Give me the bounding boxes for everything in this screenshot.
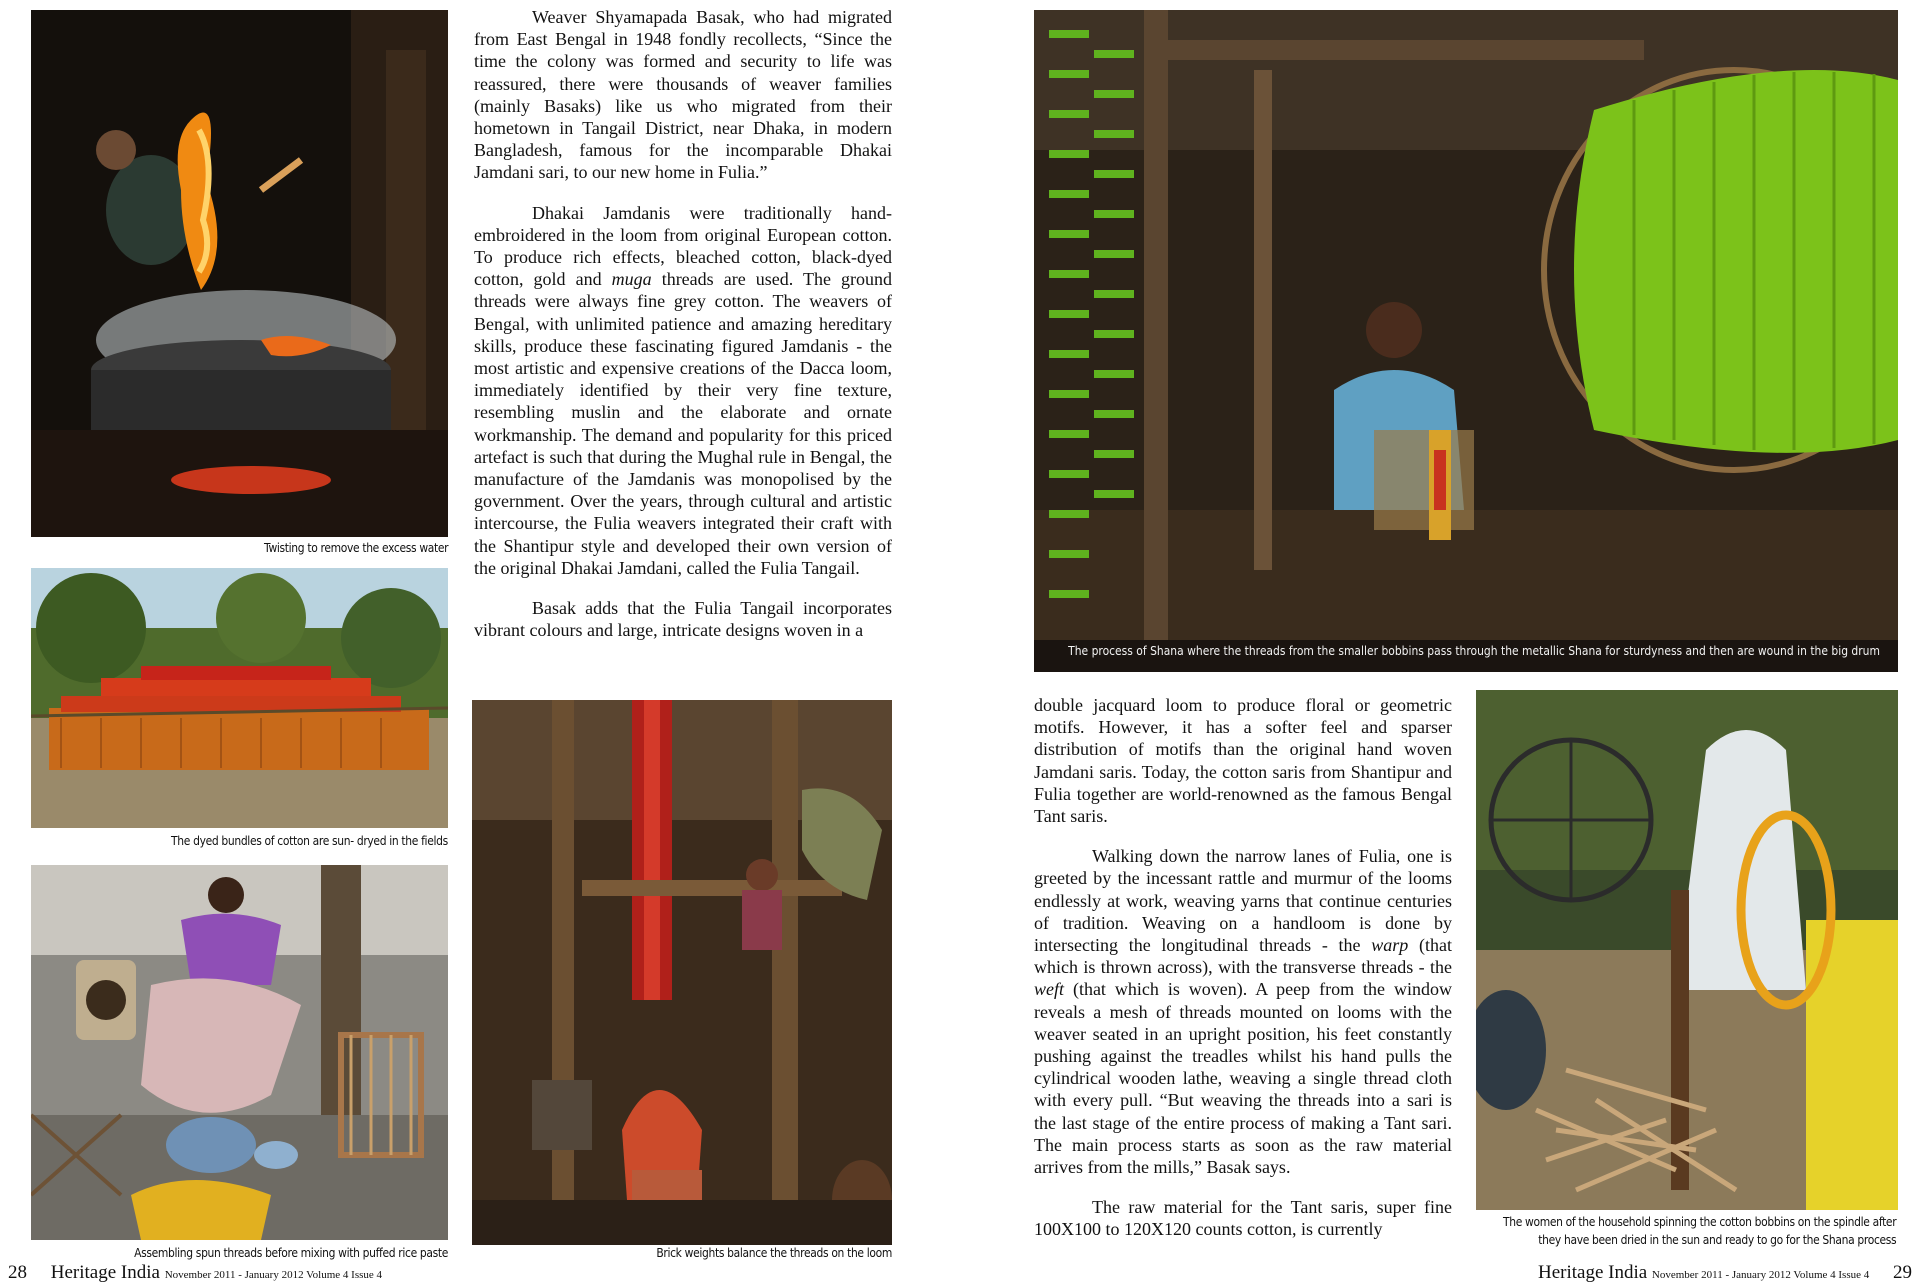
paragraph: Dhakai Jamdanis were traditionally hand-embroidered in the loom from original European cotton. To produce rich effects, bleached cotton, black-dyed cotton, gold and muga threads are used. The ground threads were always fine grey cotton. The weavers of Bengal, with unlimited patience and amazing hereditary skills, produce these fascinating figured Jamdanis - the most artistic and expensive creations of the Dacca loom, immediately identified by their very fine texture, resembling muslin and the elaborate and ornate workmanship. The demand and popularity for this priced artefact is such that during the Mughal rule in Bengal, the manufacture of the Jamdanis was monopolised by the government. Over the years, through cultural and artistic intercourse, the Fulia weavers integrated their craft with the Shantipur style and developed their own version of the original Dhakai Jamdani, called the Fulia Tangail. bbox=[474, 202, 892, 578]
photo-women-spinning bbox=[1476, 690, 1898, 1210]
women-spinning-illustration bbox=[1476, 690, 1898, 1210]
caption-brick-weights: Brick weights balance the threads on the loom bbox=[656, 1245, 892, 1260]
left-article-column bbox=[474, 6, 892, 659]
paragraph: Basak adds that the Fulia Tangail incorporates vibrant colours and large, intricate designs woven in a bbox=[474, 598, 892, 641]
photo-brick-weights bbox=[472, 700, 892, 1245]
page-number: 29 bbox=[1893, 1262, 1912, 1283]
paragraph: double jacquard loom to produce floral or geometric motifs. However, it has a softer feel and sparser distribution of motifs than the original hand woven Jamdani saris. Today, the cotton saris from Shantipur and Fulia together are world-renowned as the famous Bengal Tant saris. bbox=[1034, 695, 1452, 827]
assembling-threads-illustration bbox=[31, 865, 448, 1240]
caption-shana-process: The process of Shana where the threads from the smaller bobbins pass through the metallic Shana for sturdyness and then are wound in the big drum bbox=[1068, 643, 1880, 658]
shana-process-illustration bbox=[1034, 10, 1898, 672]
caption-twisting: Twisting to remove the excess water bbox=[263, 540, 448, 555]
magazine-title: Heritage India bbox=[1537, 1262, 1648, 1283]
paragraph: Walking down the narrow lanes of Fulia, one is greeted by the incessant rattle and murmur of the looms endlessly at work, weaving yarns that continue centuries of tradition. Weaving on a handloom is done by intersecting the longitudinal threads - the warp (that which is thrown across), with the transverse threads - the weft (that which is woven). A peep from the window reveals a mesh of threads mounted on looms with the weaver seated in an upright position, his feet constantly pushing against the treadles whilst his hand pulls the cylindrical wooden lathe, weaving a single thread cloth with every pull. “But weaving the threads into a sari is the last stage of the entire process of making a Tant sari. The main process starts as soon as the raw material arrives from the mills,” Basak says. bbox=[1034, 846, 1452, 1178]
left-footer bbox=[8, 1262, 382, 1284]
caption-assembling-threads: Assembling spun threads before mixing with puffed rice paste bbox=[134, 1245, 448, 1260]
paragraph: The raw material for the Tant saris, super fine 100X100 to 120X120 counts cotton, is currently bbox=[1034, 1197, 1452, 1240]
photo-assembling-threads bbox=[31, 865, 448, 1240]
photo-dyed-bundles bbox=[31, 568, 448, 828]
magazine-title: Heritage India bbox=[50, 1262, 160, 1283]
right-footer bbox=[1538, 1262, 1912, 1284]
caption-women-spinning-1: The women of the household spinning the cotton bobbins on the spindle after bbox=[1502, 1214, 1896, 1229]
paragraph: Weaver Shyamapada Basak, who had migrated from East Bengal in 1948 fondly recollects, “Since the time the colony was formed and security to life was reassured, there were thousands of weaver families (mainly Basaks) like us who migrated from their hometown in Tangail District, near Dhaka, in modern Bangladesh, famous for the incomparable Dhakai Jamdani sari, to our new home in Fulia.” bbox=[474, 7, 892, 183]
issue-info: November 2011 - January 2012 Volume 4 Issue 4 bbox=[1651, 1269, 1870, 1281]
right-article-column bbox=[1034, 694, 1452, 1259]
caption-women-spinning-2: they have been dried in the sun and ready to go for the Shana process bbox=[1537, 1232, 1896, 1247]
twisting-photo-illustration bbox=[31, 10, 448, 537]
page-number: 28 bbox=[8, 1262, 27, 1283]
photo-shana-process bbox=[1034, 10, 1898, 672]
brick-weights-illustration bbox=[472, 700, 892, 1245]
issue-info: November 2011 - January 2012 Volume 4 Issue 4 bbox=[164, 1269, 383, 1281]
dyed-bundles-illustration bbox=[31, 568, 448, 828]
caption-dyed-bundles: The dyed bundles of cotton are sun- dryed in the fields bbox=[171, 833, 448, 848]
photo-twisting-yarn bbox=[31, 10, 448, 537]
